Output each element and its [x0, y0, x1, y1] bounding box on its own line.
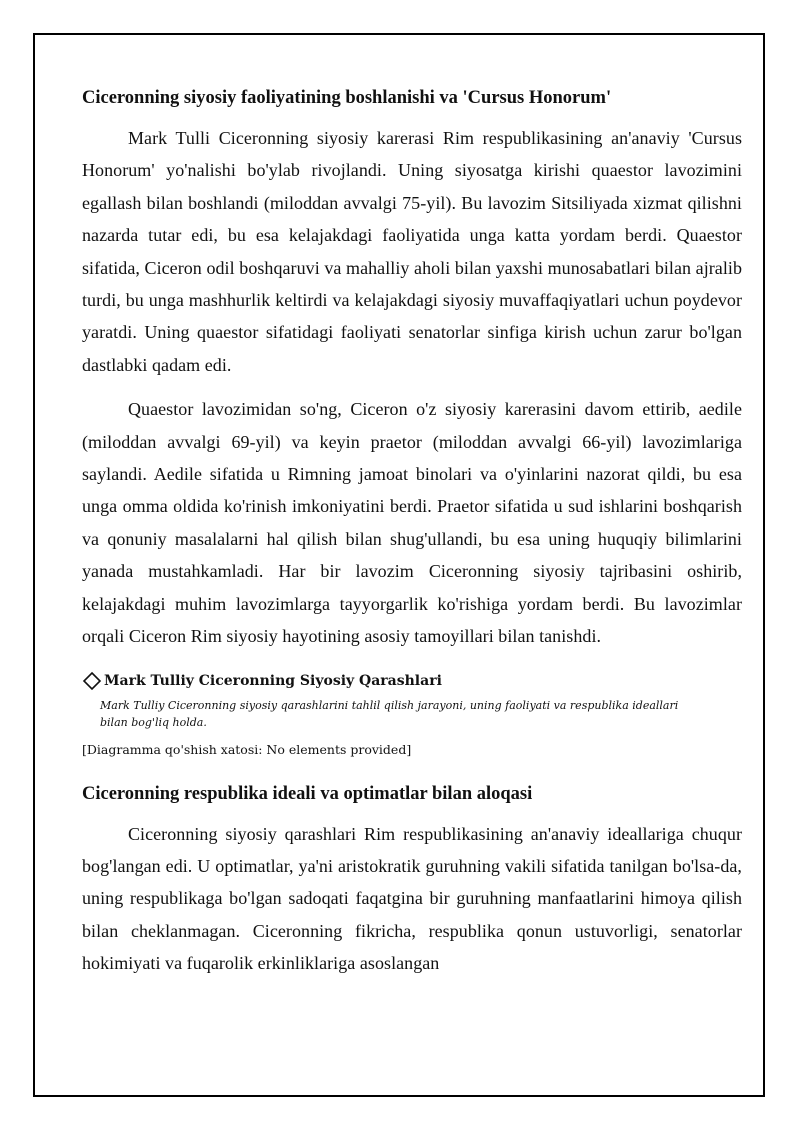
diagram-title: Mark Tulliy Ciceronning Siyosiy Qarashlari: [104, 672, 442, 689]
paragraph: Mark Tulli Ciceronning siyosiy karerasi Rim respublikasining an'anaviy 'Cursus Honorum' yo'nalishi bo'ylab rivojlandi. Uning siyosatga kirishi quaestor lavozimini egallash bilan boshlandi (miloddan avvalgi 75-yil). Bu lavozim Sitsiliyada xizmat qilishni nazarda tutar edi, bu esa kelajakdagi faoliyatida unga katta yordam berdi. Quaestor sifatida, Ciceron odil boshqaruvi va mahalliy aholi bilan yaxshi munosabatlari bilan ajralib turdi, bu unga mashhurlik keltirdi va kelajakdagi siyosiy muvaffaqiyatlari uchun poydevor yaratdi. Uning quaestor sifatidagi faoliyati senatorlar sinfiga kirish uchun zarur bo'lgan dastlabki qadam edi.: [82, 128, 742, 375]
diagram-error-message: [Diagramma qo'shish xatosi: No elements provided]: [82, 741, 412, 757]
section-heading: Ciceronning siyosiy faoliyatining boshlanishi va 'Cursus Honorum': [82, 88, 612, 108]
diagram-block: [82, 671, 742, 759]
diagram-caption: Mark Tulliy Ciceronning siyosiy qarashlarini tahlil qilish jarayoni, uning faoliyati va respublika ideallari bilan bog'liq holda.: [100, 698, 679, 729]
diamond-icon: [82, 671, 102, 691]
paragraph: Ciceronning siyosiy qarashlari Rim respublikasining an'anaviy ideallariga chuqur bog'langan edi. U optimatlar, ya'ni aristokratik guruhning vakili sifatida tanilgan bo'lsa-da, uning respublikaga bo'lgan sadoqati faqatgina bir guruhning manfaatlarini himoya qilish bilan cheklanmagan. Ciceronning fikricha, respublika qonun ustuvorligi, senatorlar hokimiyati va fuqarolik erkinliklariga asoslangan: [82, 823, 742, 974]
document-body: [82, 84, 742, 980]
section-heading: Ciceronning respublika ideali va optimatlar bilan aloqasi: [82, 783, 533, 804]
paragraph: Quaestor lavozimidan so'ng, Ciceron o'z siyosiy karerasini davom ettirib, aedile (miloddan avvalgi 69-yil) va keyin praetor (miloddan avvalgi 66-yil) lavozimlariga saylandi. Aedile sifatida u Rimning jamoat binolari va o'yinlarini nazorat qildi, bu esa unga omma oldida ko'rinish imkoniyatini berdi. Praetor sifatida u sud ishlarini boshqarish va qonuniy masalalarni hal qilish bilan shug'ullandi, bu esa uning huquqiy bilimlarini yanada mustahkamladi. Har bir lavozim Ciceronning siyosiy tajribasini oshirib, kelajakdagi muhim lavozimlarga tayyorgarlik ko'rishiga yordam berdi. Bu lavozimlar orqali Ciceron Rim siyosiy hayotining asosiy tamoyillari bilan tanishdi.: [82, 399, 742, 647]
diagram-title-row: [82, 671, 742, 691]
